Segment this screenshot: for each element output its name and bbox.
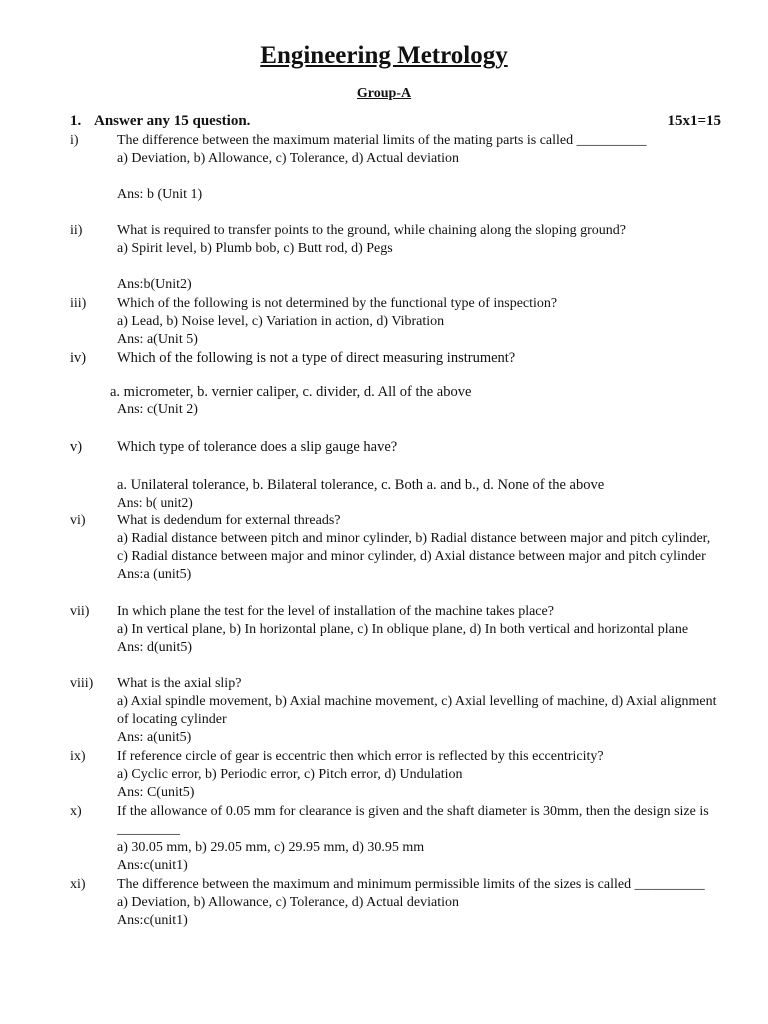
question-text: If reference circle of gear is eccentric then which error is reflected by this eccentricity? [117,749,604,764]
question-options: a) Deviation, b) Allowance, c) Tolerance, d) Actual deviation [117,151,460,166]
question-options: a) Radial distance between pitch and minor cylinder, b) Radial distance between major and pitch cylinder, c) Radial distance between major and minor cylinder, d) Axial distance between major and pitch cylinder [117,531,711,564]
question-options: a) Axial spindle movement, b) Axial machine movement, c) Axial levelling of machine, d) Axial alignment of locating cylinder [117,694,717,727]
question-10 [70,803,721,875]
question-answer: Ans: d(unit5) [117,640,193,655]
question-options: a) 30.05 mm, b) 29.05 mm, c) 29.95 mm, d) 30.95 mm [117,840,425,855]
question-number: v) [70,439,83,455]
question-9 [70,748,721,802]
question-number: vi) [70,513,86,528]
question-options: a. Unilateral tolerance, b. Bilateral tolerance, c. Both a. and b., d. None of the above [117,477,605,493]
group-heading: Group-A [356,86,412,101]
question-number: iii) [70,296,87,311]
question-number: viii) [70,676,94,691]
question-answer: Ans:b(Unit2) [117,277,192,292]
question-options: a) Lead, b) Noise level, c) Variation in action, d) Vibration [117,314,445,329]
question-answer: Ans: a(Unit 5) [117,332,198,347]
question-5 [70,438,721,512]
question-4 [70,349,721,419]
question-answer: Ans:c(unit1) [117,913,188,928]
question-options: a) In vertical plane, b) In horizontal plane, c) In oblique plane, d) In both vertical and horizontal plane [117,622,689,637]
section-header [70,113,721,130]
question-8 [70,675,721,747]
question-number: ix) [70,749,86,764]
question-options: a) Deviation, b) Allowance, c) Tolerance, d) Actual deviation [117,895,460,910]
question-text: If the allowance of 0.05 mm for clearance is given and the shaft diameter is 30mm, then the design size is _________ [117,804,709,837]
question-answer: Ans:c(unit1) [117,858,188,873]
question-answer: Ans: c(Unit 2) [117,402,198,417]
question-answer: Ans: a(unit5) [117,730,192,745]
question-answer: Ans: b( unit2) [117,495,193,510]
question-11 [70,876,721,930]
question-number: iv) [70,350,87,366]
section-marks: 15x1=15 [667,113,721,129]
question-options: a) Cyclic error, b) Periodic error, c) Pitch error, d) Undulation [117,767,463,782]
question-7 [70,603,721,657]
question-answer: Ans:a (unit5) [117,567,192,582]
question-number: x) [70,804,82,819]
section-instruction: Answer any 15 question. [94,113,251,129]
question-6 [70,512,721,584]
question-number: vii) [70,604,90,619]
question-answer: Ans: C(unit5) [117,785,195,800]
question-text: What is the axial slip? [117,676,242,691]
question-number: ii) [70,223,83,238]
question-text: Which of the following is not determined by the functional type of inspection? [117,296,558,311]
question-text: Which of the following is not a type of direct measuring instrument? [117,350,516,366]
question-options: a) Spirit level, b) Plumb bob, c) Butt rod, d) Pegs [117,241,393,256]
question-text: In which plane the test for the level of installation of the machine takes place? [117,604,554,619]
question-text: What is dedendum for external threads? [117,513,341,528]
question-text: The difference between the maximum material limits of the mating parts is called __________ [117,133,647,148]
question-text: The difference between the maximum and minimum permissible limits of the sizes is called __________ [117,877,705,892]
question-answer: Ans: b (Unit 1) [117,187,203,202]
question-2 [70,222,721,294]
question-text: Which type of tolerance does a slip gauge have? [117,439,398,455]
question-3 [70,295,721,349]
question-number: xi) [70,877,86,892]
question-1 [70,132,721,204]
document-title: Engineering Metrology [260,42,508,69]
question-options: a. micrometer, b. vernier caliper, c. divider, d. All of the above [110,384,472,400]
section-number: 1. [70,113,82,129]
question-number: i) [70,133,79,148]
question-text: What is required to transfer points to the ground, while chaining along the sloping ground? [117,223,626,238]
